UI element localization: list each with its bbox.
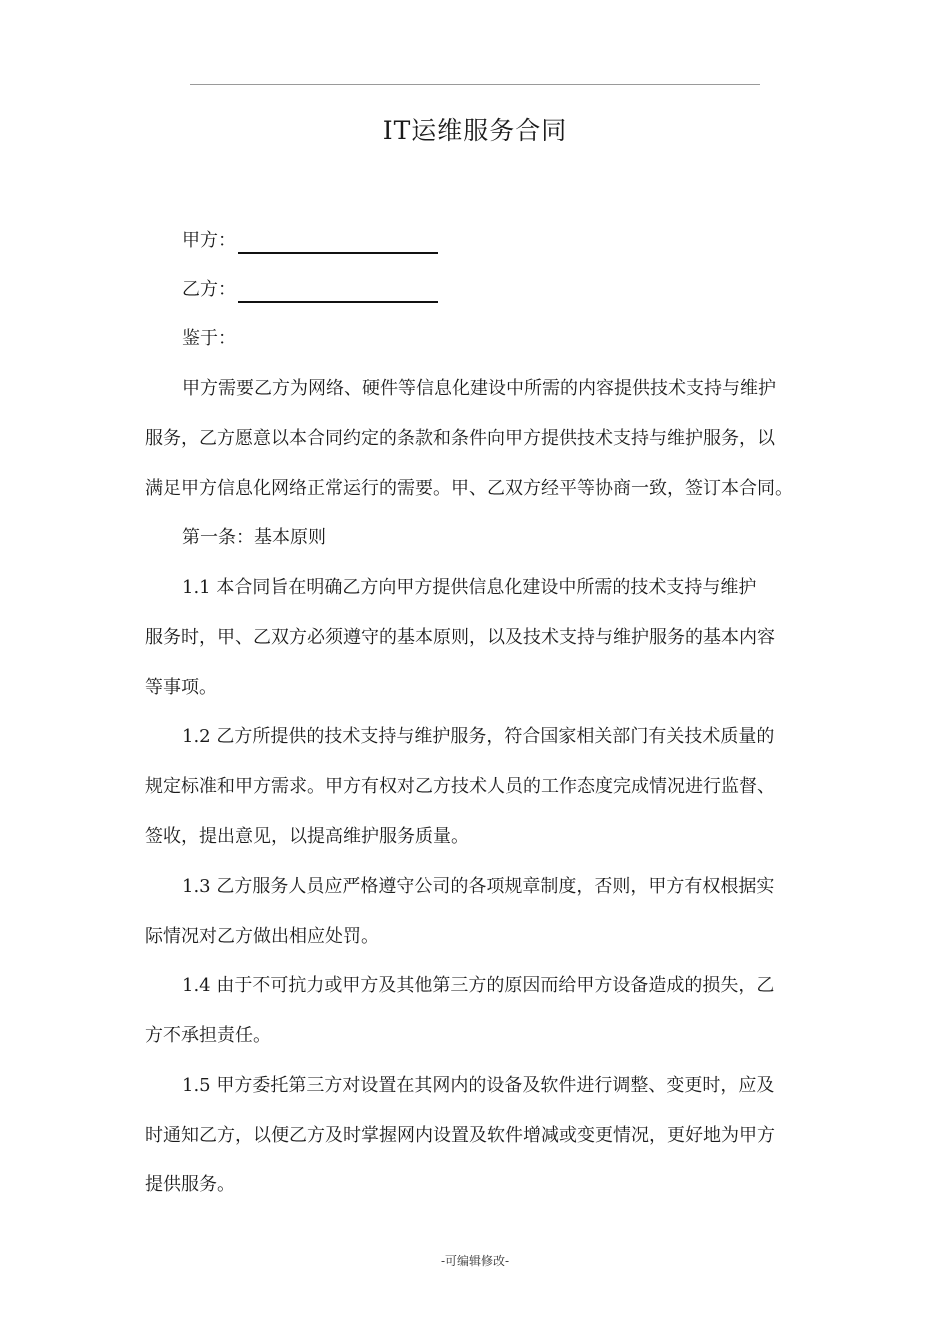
preamble-line: 服务，乙方愿意以本合同约定的条款和条件向甲方提供技术支持与维护服务，以 bbox=[145, 428, 775, 449]
clause-1-5-line: 1.5 甲方委托第三方对设置在其网内的设备及软件进行调整、变更时，应及 bbox=[182, 1075, 775, 1096]
clause-1-2-line: 签收，提出意见，以提高维护服务质量。 bbox=[145, 826, 469, 847]
party-b-blank-field bbox=[238, 281, 438, 303]
clause-1-5-line: 时通知乙方，以便乙方及时掌握网内设置及软件增减或变更情况，更好地为甲方 bbox=[145, 1125, 775, 1146]
party-b-label: 乙方： bbox=[182, 279, 236, 300]
clause-1-3-line: 1.3 乙方服务人员应严格遵守公司的各项规章制度，否则，甲方有权根据实 bbox=[182, 876, 775, 897]
preamble-line: 满足甲方信息化网络正常运行的需要。甲、乙双方经平等协商一致，签订本合同。 bbox=[145, 478, 793, 499]
party-b-line bbox=[182, 277, 438, 303]
article-1-heading: 第一条：基本原则 bbox=[182, 527, 326, 548]
party-a-line bbox=[182, 228, 438, 254]
clause-1-1-line: 1.1 本合同旨在明确乙方向甲方提供信息化建设中所需的技术支持与维护 bbox=[182, 577, 757, 598]
whereas-label: 鉴于： bbox=[182, 328, 236, 349]
clause-1-2-line: 规定标准和甲方需求。甲方有权对乙方技术人员的工作态度完成情况进行监督、 bbox=[145, 776, 775, 797]
party-a-label: 甲方： bbox=[182, 230, 236, 251]
clause-1-4-line: 方不承担责任。 bbox=[145, 1025, 271, 1046]
document-title: IT运维服务合同 bbox=[382, 116, 568, 145]
header-rule bbox=[190, 84, 760, 85]
page-footer: -可编辑修改- bbox=[440, 1254, 510, 1268]
party-a-blank-field bbox=[238, 232, 438, 254]
clause-1-1-line: 服务时，甲、乙双方必须遵守的基本原则，以及技术支持与维护服务的基本内容 bbox=[145, 627, 775, 648]
clause-1-3-line: 际情况对乙方做出相应处罚。 bbox=[145, 926, 379, 947]
clause-1-2-line: 1.2 乙方所提供的技术支持与维护服务，符合国家相关部门有关技术质量的 bbox=[182, 726, 775, 747]
clause-1-1-line: 等事项。 bbox=[145, 677, 217, 698]
clause-1-4-line: 1.4 由于不可抗力或甲方及其他第三方的原因而给甲方设备造成的损失，乙 bbox=[182, 975, 775, 996]
clause-1-5-line: 提供服务。 bbox=[145, 1174, 235, 1195]
preamble-line: 甲方需要乙方为网络、硬件等信息化建设中所需的内容提供技术支持与维护 bbox=[182, 378, 776, 399]
